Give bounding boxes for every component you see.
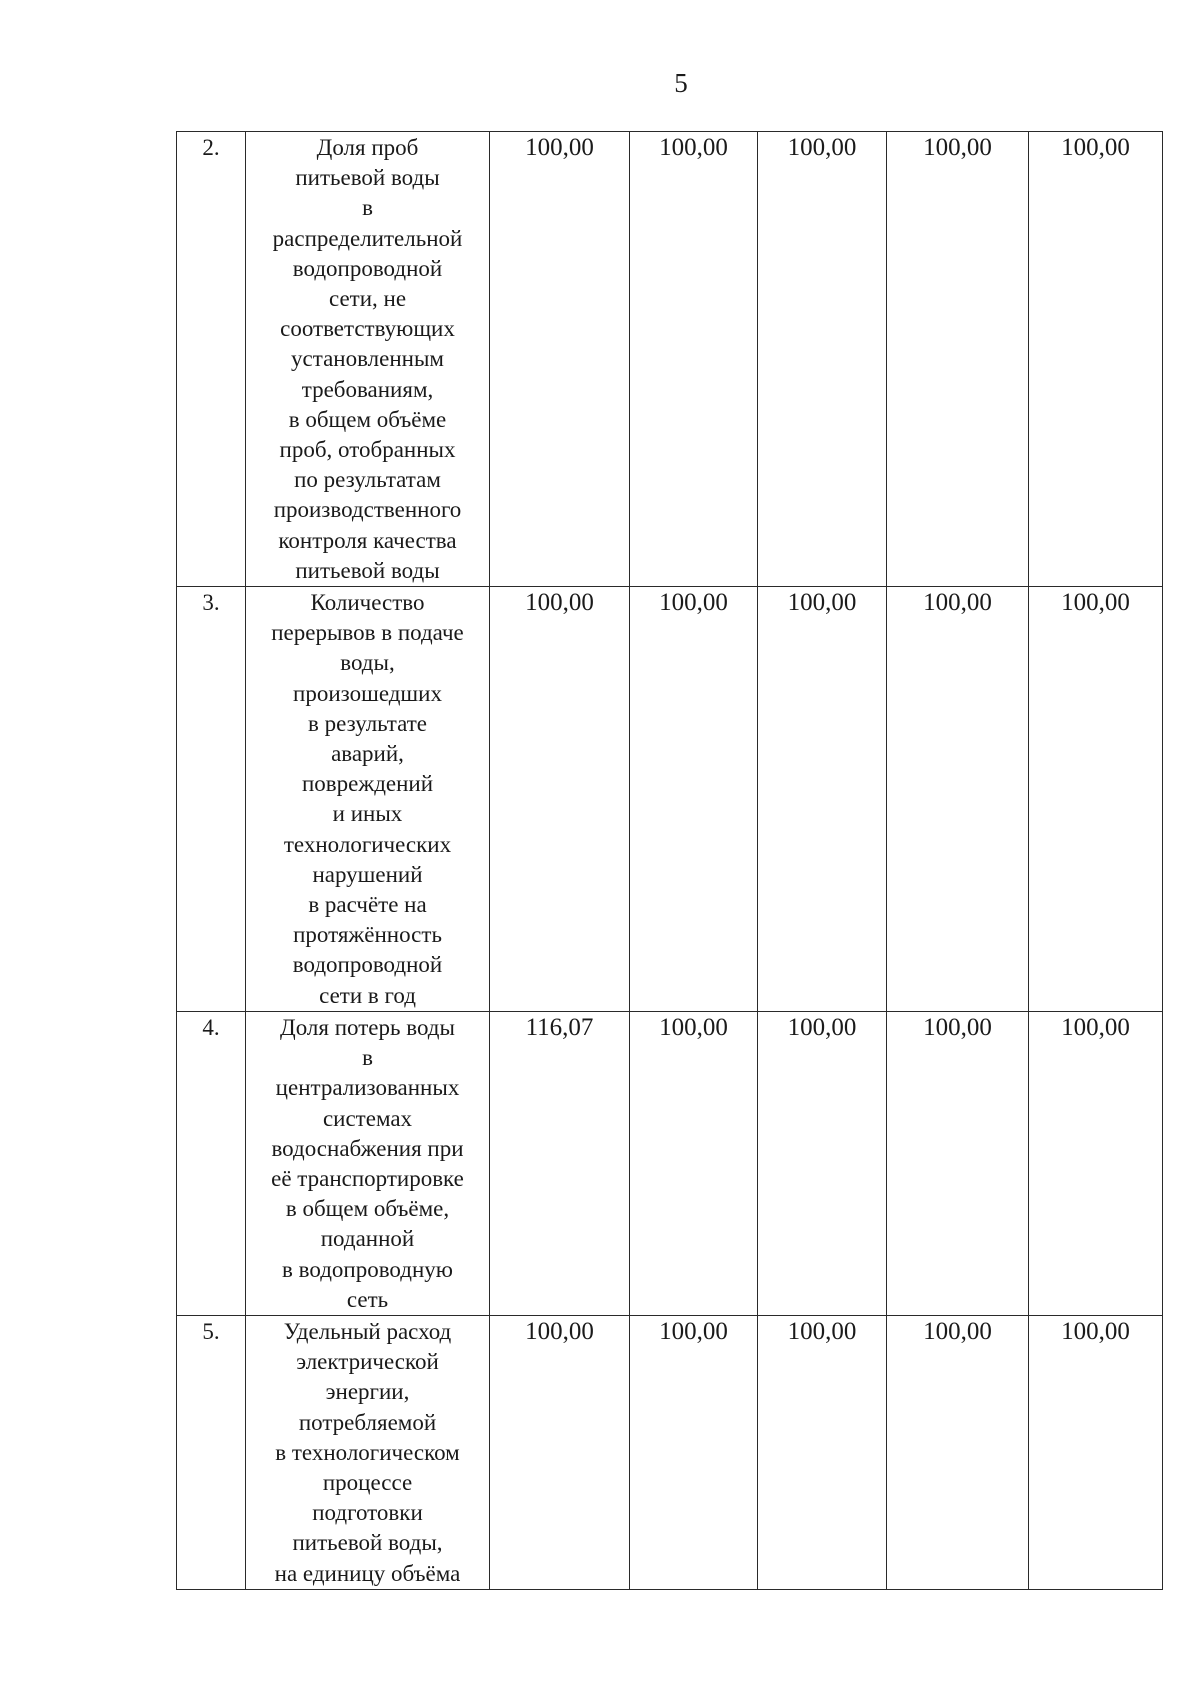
- indicator-name-cell: [246, 1315, 490, 1589]
- indicator-name-line: централизованных: [275, 1075, 460, 1101]
- value-cell-2: 100,00: [630, 1315, 758, 1589]
- indicator-name-line: требованиям,: [301, 376, 434, 402]
- indicator-name-line: технологических: [283, 831, 452, 857]
- indicator-name-line: произошедших: [293, 680, 442, 706]
- indicator-name-line: Доля проб: [316, 135, 419, 160]
- value-cell-3: 100,00: [758, 587, 887, 1012]
- indicator-name-line: установленным: [291, 346, 444, 372]
- indicator-name-line: энергии,: [325, 1379, 410, 1405]
- indicator-name-line: в расчёте на: [308, 892, 427, 918]
- value-cell-4: 100,00: [887, 587, 1029, 1012]
- indicator-name-line: Количество: [310, 590, 425, 616]
- indicator-name-line: питьевой воды,: [292, 1530, 443, 1556]
- row-number-cell: 3.: [177, 587, 246, 1012]
- indicator-name-line: процессе: [322, 1469, 413, 1495]
- value-cell-5: 100,00: [1029, 587, 1163, 1012]
- table-row: [177, 1011, 1163, 1315]
- value-cell-5: 100,00: [1029, 1315, 1163, 1589]
- indicator-name-line: подготовки: [312, 1500, 423, 1526]
- indicator-name-line: протяжённость: [293, 922, 442, 948]
- indicator-name-cell: [246, 132, 490, 587]
- indicator-name-line: водоснабжения при: [271, 1135, 464, 1161]
- indicator-name-line: в общем объёме,: [285, 1196, 450, 1222]
- indicator-name-line: её транспортировке: [271, 1165, 464, 1191]
- indicator-name-line: питьевой воды: [295, 165, 440, 191]
- value-cell-1: 116,07: [490, 1011, 630, 1315]
- indicator-name-cell: [246, 1011, 490, 1315]
- indicator-name-line: поданной: [320, 1226, 415, 1252]
- value-cell-4: 100,00: [887, 132, 1029, 587]
- indicator-name-line: контроля качества: [278, 527, 457, 553]
- indicator-name-line: сети в год: [319, 982, 416, 1008]
- indicator-name-line: распределительной: [272, 225, 463, 251]
- indicator-name-line: воды,: [340, 650, 395, 676]
- value-cell-2: 100,00: [630, 132, 758, 587]
- indicator-name-line: проб, отобранных: [279, 437, 456, 463]
- page-number: 5: [674, 68, 688, 98]
- indicator-name-line: в: [362, 195, 373, 221]
- indicator-name-line: перерывов в подаче: [271, 620, 464, 646]
- value-cell-5: 100,00: [1029, 1011, 1163, 1315]
- indicator-name-line: сети, не: [328, 286, 407, 312]
- indicator-name-line: потребляемой: [298, 1409, 437, 1435]
- indicator-name-line: нарушений: [312, 861, 423, 887]
- indicator-name-line: и иных: [332, 801, 403, 827]
- table-row: [177, 132, 1163, 587]
- indicator-name-line: соответствующих: [280, 316, 455, 342]
- indicator-name-line: водопроводной: [292, 952, 443, 978]
- value-cell-2: 100,00: [630, 587, 758, 1012]
- row-number-cell: 2.: [177, 132, 246, 587]
- indicator-name-line: системах: [322, 1105, 413, 1131]
- table-row: [177, 587, 1163, 1012]
- indicator-name-line: на единицу объёма: [274, 1560, 461, 1586]
- indicator-name-line: водопроводной: [292, 255, 443, 281]
- indicator-name-line: в результате: [308, 710, 427, 736]
- indicator-name-line: аварий,: [331, 741, 404, 767]
- value-cell-1: 100,00: [490, 132, 630, 587]
- indicator-name-line: электрической: [296, 1349, 439, 1375]
- table-row: [177, 1315, 1163, 1589]
- value-cell-4: 100,00: [887, 1011, 1029, 1315]
- indicator-name-line: в: [362, 1045, 373, 1071]
- table-body: [177, 132, 1163, 1590]
- value-cell-1: 100,00: [490, 1315, 630, 1589]
- indicator-name-line: питьевой воды: [295, 557, 440, 583]
- row-number-cell: 5.: [177, 1315, 246, 1589]
- indicator-name-line: по результатам: [294, 467, 441, 493]
- indicator-name-line: Доля потерь воды: [280, 1014, 455, 1040]
- value-cell-5: 100,00: [1029, 132, 1163, 587]
- indicator-name-line: в водопроводную: [282, 1256, 453, 1282]
- value-cell-1: 100,00: [490, 587, 630, 1012]
- indicator-table: [176, 131, 1163, 1590]
- row-number-cell: 4.: [177, 1011, 246, 1315]
- indicator-name-line: Удельный расход: [283, 1318, 452, 1344]
- indicator-name-line: производственного: [273, 497, 462, 523]
- value-cell-3: 100,00: [758, 1011, 887, 1315]
- indicator-name-line: в общем объёме: [288, 406, 447, 432]
- indicator-table-container: [176, 131, 1163, 1590]
- indicator-name-line: сеть: [346, 1286, 389, 1312]
- value-cell-4: 100,00: [887, 1315, 1029, 1589]
- indicator-name-cell: [246, 587, 490, 1012]
- value-cell-2: 100,00: [630, 1011, 758, 1315]
- value-cell-3: 100,00: [758, 132, 887, 587]
- value-cell-3: 100,00: [758, 1315, 887, 1589]
- indicator-name-line: в технологическом: [275, 1439, 460, 1465]
- indicator-name-line: повреждений: [301, 771, 434, 797]
